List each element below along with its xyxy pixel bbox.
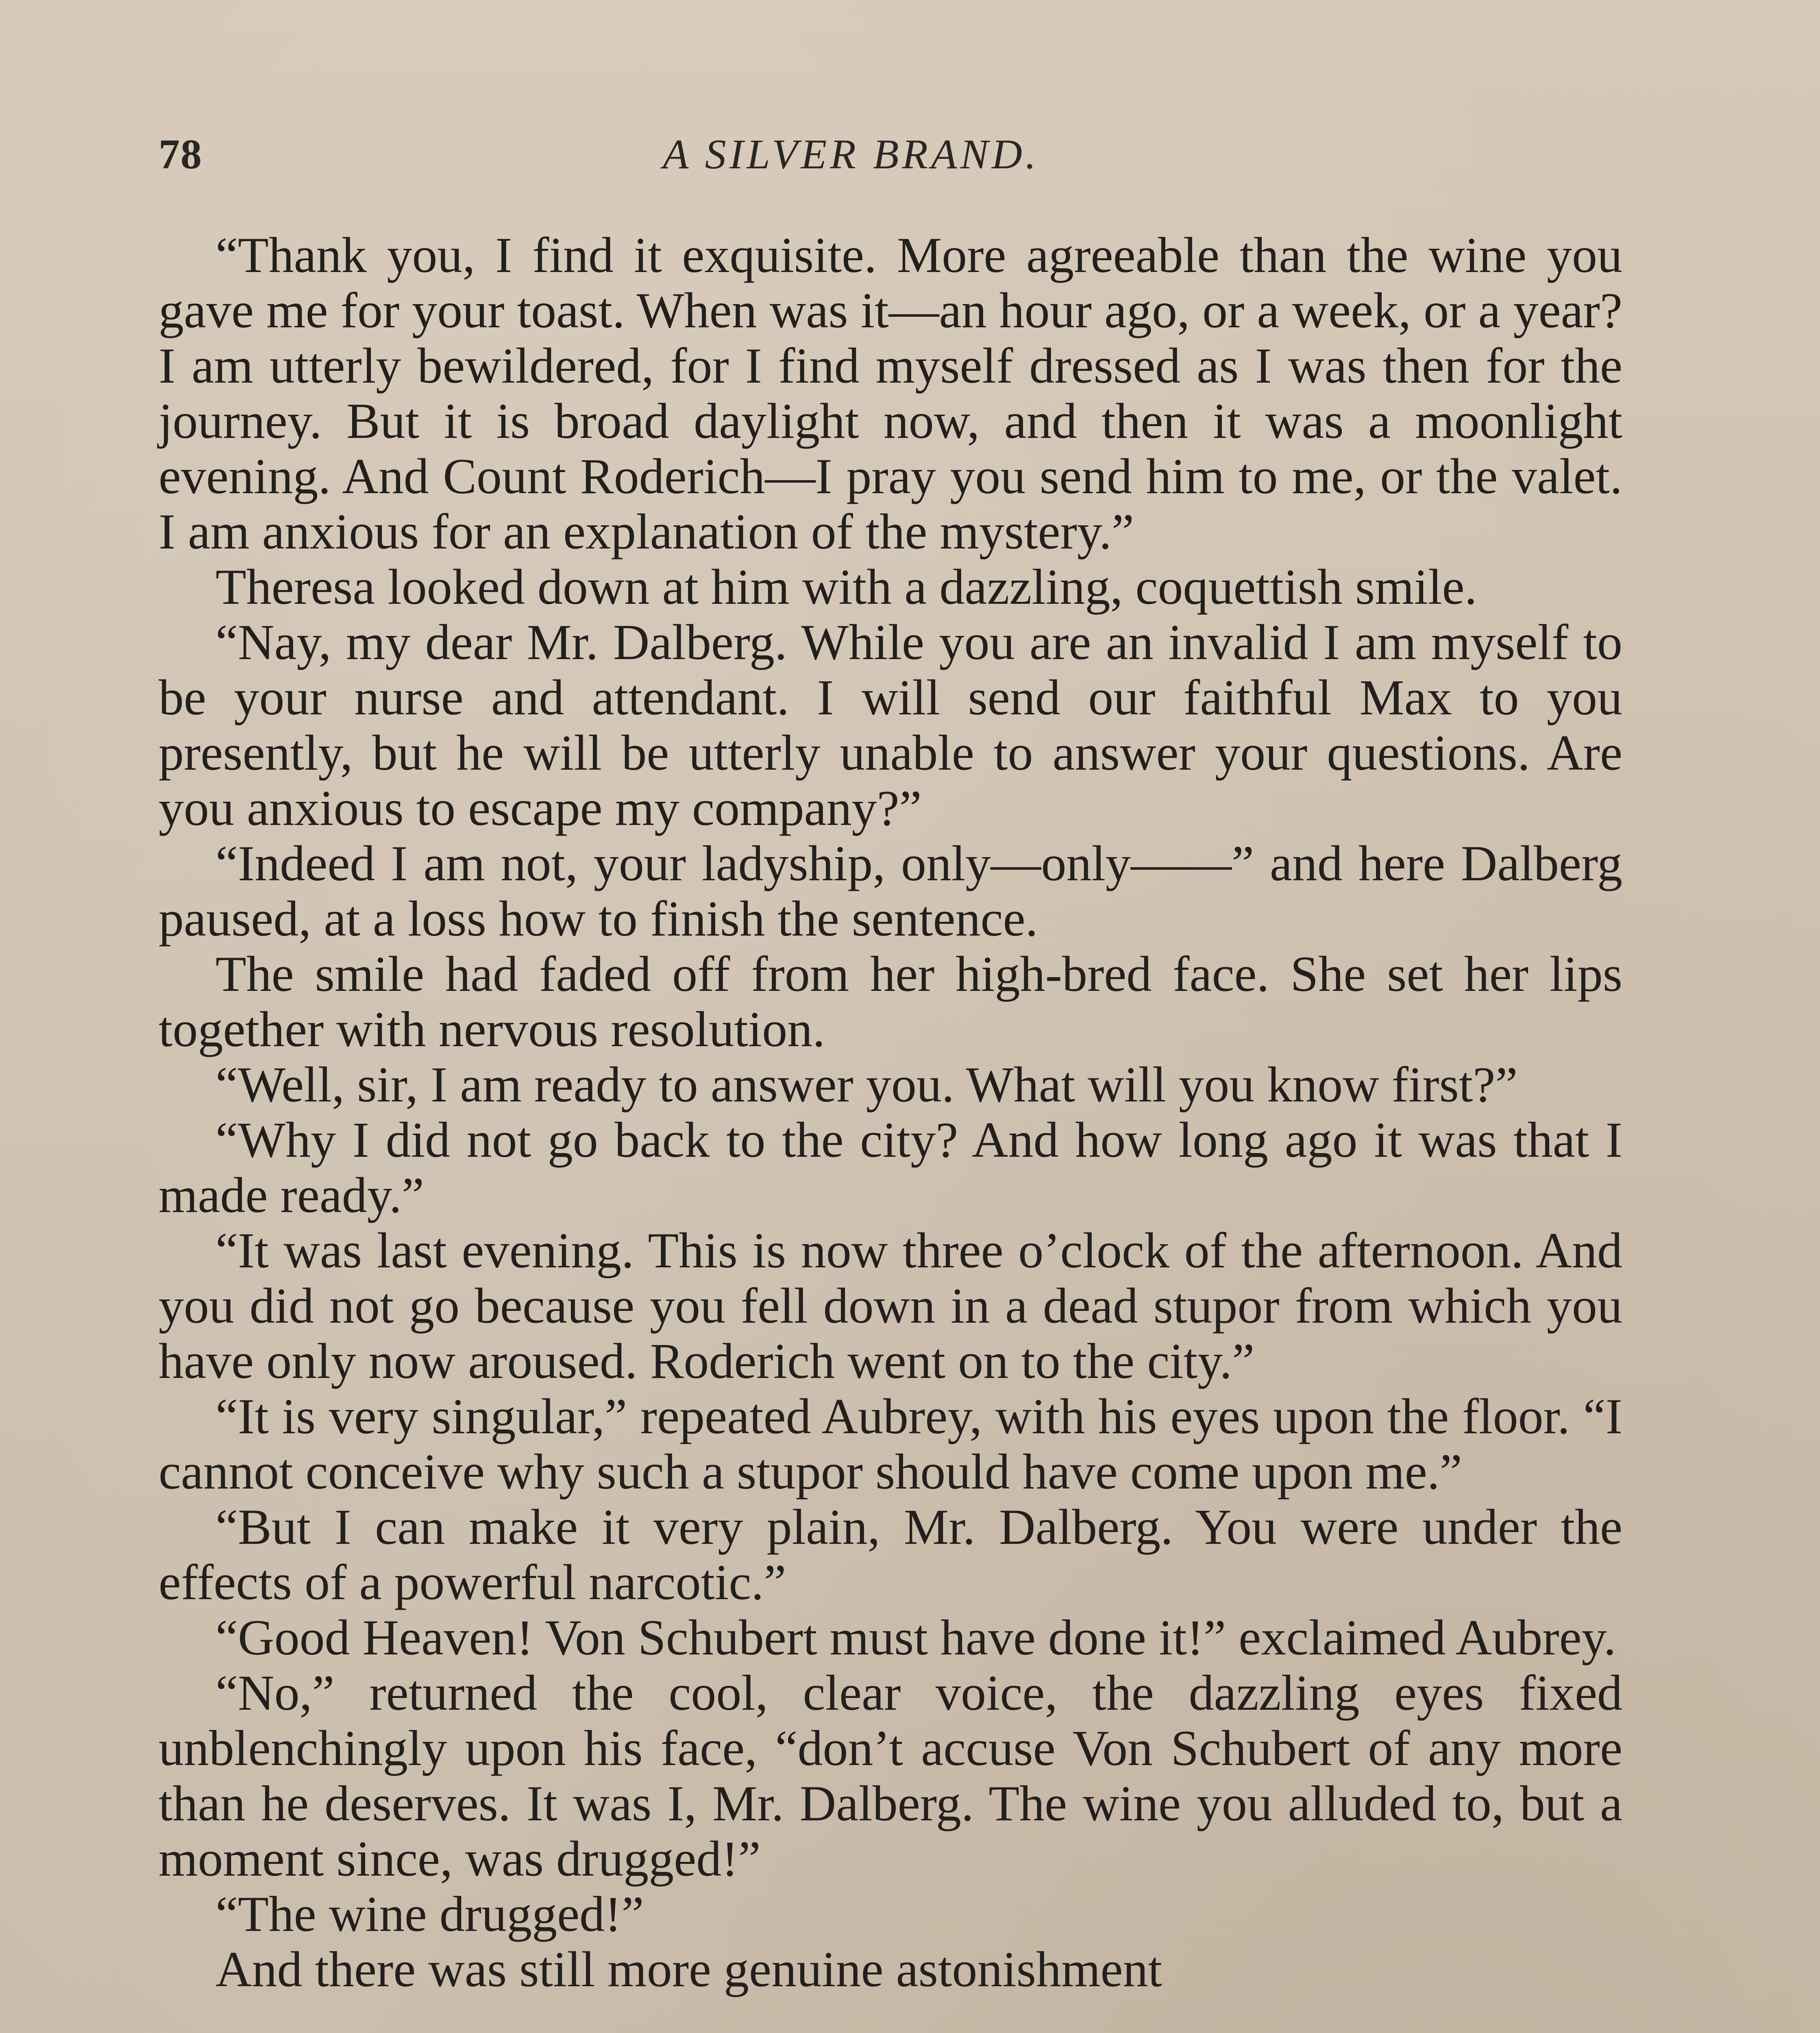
paragraph-13: “The wine drugged!” <box>216 1886 644 1942</box>
paragraph-12: “No,” returned the cool, clear voice, the dazzling eyes fixed unblenchingly upon his face, “don’t accuse Von Schubert of any more than he deserves. It was I, Mr. Dalberg. The wine you alluded to, but a moment since, was drugged!” <box>159 1665 1622 1887</box>
paragraph-9: “It is very singular,” repeated Aubrey, with his eyes upon the floor. “I cannot conceive why such a stupor should have come upon me.” <box>159 1389 1622 1500</box>
paragraph-8: “It was last evening. This is now three o’clock of the afternoon. And you did not go because you fell down in a dead stupor from which you have only now aroused. Roderich went on to the city.” <box>159 1223 1622 1389</box>
running-title: A SILVER BRAND. <box>663 131 1039 178</box>
body-text <box>159 228 1622 1997</box>
paragraph-6: “Well, sir, I am ready to answer you. What will you know first?” <box>216 1057 1518 1112</box>
paragraph-3: “Nay, my dear Mr. Dalberg. While you are an invalid I am myself to be your nurse and attendant. I will send our faithful Max to you presently, but he will be utterly unable to answer your questions. Are you anxious to escape my company?” <box>159 614 1622 836</box>
paragraph-7: “Why I did not go back to the city? And how long ago it was that I made ready.” <box>159 1112 1622 1223</box>
page-number: 78 <box>159 131 202 178</box>
paragraph-1: “Thank you, I find it exquisite. More agreeable than the wine you gave me for your toast. When was it—an hour ago, or a week, or a year? I am utterly bewildered, for I find myself dressed as I was then for the journey. But it is broad daylight now, and then it was a moonlight evening. And Count Roderich—I pray you send him to me, or the valet. I am anxious for an explanation of the mystery.” <box>159 227 1622 559</box>
paragraph-11: “Good Heaven! Von Schubert must have done it!” exclaimed Aubrey. <box>216 1610 1616 1665</box>
page-header <box>159 130 1622 211</box>
paragraph-10: “But I can make it very plain, Mr. Dalberg. You were under the effects of a powerful narcotic.” <box>159 1499 1622 1610</box>
paragraph-14: And there was still more genuine astonishment <box>216 1942 1162 1997</box>
paragraph-4: “Indeed I am not, your ladyship, only—only——” and here Dalberg paused, at a loss how to finish the sentence. <box>159 836 1622 947</box>
paragraph-5: The smile had faded off from her high-bred face. She set her lips together with nervous resolution. <box>159 946 1622 1057</box>
paragraph-2: Theresa looked down at him with a dazzling, coquettish smile. <box>216 559 1477 615</box>
